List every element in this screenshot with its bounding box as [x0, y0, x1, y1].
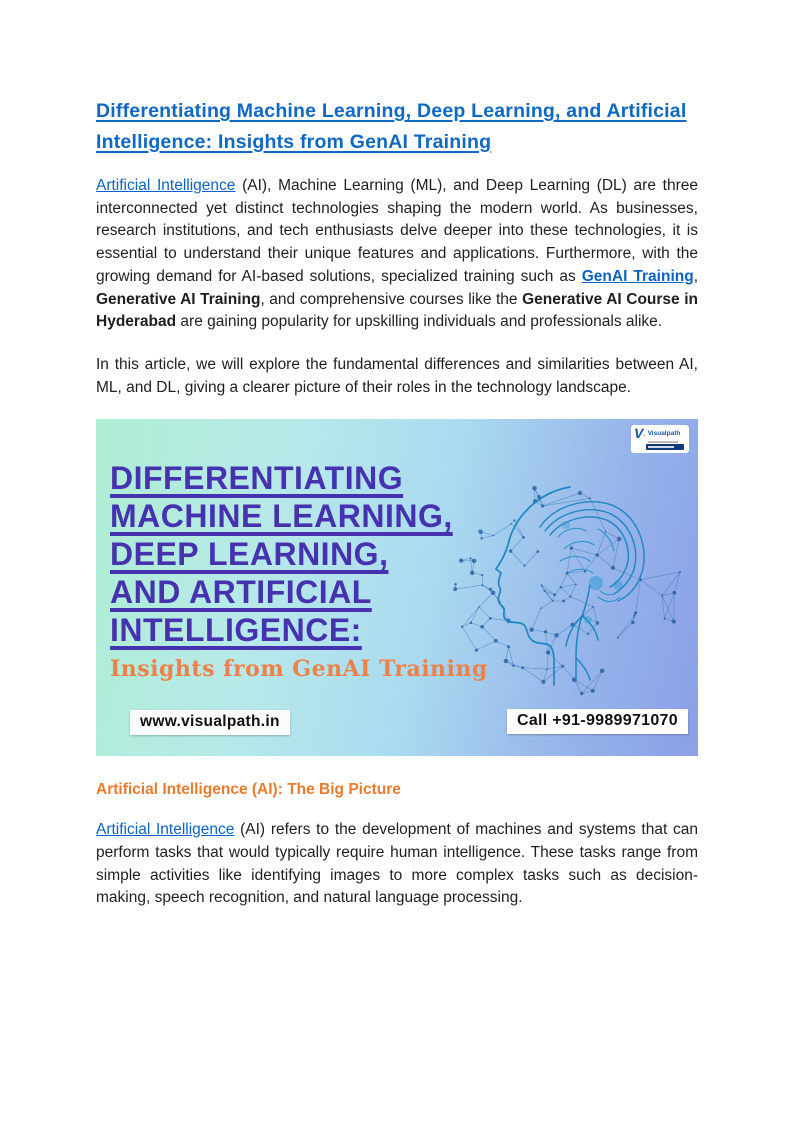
promo-banner-image — [96, 419, 698, 756]
logo-banner-strip — [646, 444, 684, 450]
website-badge: www.visualpath.in — [130, 710, 290, 735]
genai-training-link[interactable]: GenAI Training — [581, 267, 694, 285]
logo-tagline-strip — [648, 441, 678, 443]
banner-title-line: AND ARTIFICIAL — [110, 574, 372, 611]
paragraph-text: , — [693, 267, 698, 285]
ai-definition-paragraph — [96, 819, 698, 910]
visualpath-logo-name: Visualpath — [647, 430, 681, 438]
overview-paragraph: In this article, we will explore the fundamental differences and similarities between AI, ML, and DL, giving a clearer picture of their roles in the technology landscape. — [96, 355, 698, 396]
visualpath-logo-icon: V. — [634, 425, 646, 442]
banner-title — [110, 459, 453, 649]
visualpath-logo — [631, 425, 689, 453]
intro-paragraph — [96, 175, 698, 334]
banner-title-line: DIFFERENTIATING — [110, 460, 404, 497]
banner-title-line: DEEP LEARNING, — [110, 536, 389, 573]
article-body — [96, 96, 698, 930]
paragraph-text: (AI), Machine Learning (ML), and Deep Learning (DL) are three interconnected yet distinct technologies shaping the modern world. As businesses, research institutions, and tech enthusiasts delve deeper into these technologies, it is essential to understand their unique features and applications. Furthermore, with the growing demand for AI-based solutions, specialized training such as — [96, 177, 698, 285]
banner-subtitle: Insights from GenAI Training — [110, 656, 488, 683]
phone-badge: Call +91-9989971070 — [507, 709, 688, 734]
banner-title-line: MACHINE LEARNING, — [110, 498, 453, 535]
artificial-intelligence-link[interactable]: Artificial Intelligence — [96, 821, 235, 839]
paragraph-text: , and comprehensive courses like the — [260, 290, 523, 308]
section-heading: Artificial Intelligence (AI): The Big Picture — [96, 781, 401, 799]
paragraph-text: are gaining popularity for upskilling individuals and professionals alike. — [176, 313, 663, 331]
article-title-link[interactable]: Differentiating Machine Learning, Deep Learning, and Artificial Intelligence: Insights from GenAI Training — [96, 100, 687, 153]
paragraph-text: (AI) refers to the development of machines and systems that can perform tasks that would typically require human intelligence. These tasks range from simple activities like identifying images to more complex tasks such as decision-making, speech recognition, and natural language processing. — [96, 821, 698, 907]
generative-ai-course-bold: Generative AI Course in Hyderabad — [96, 290, 698, 331]
banner-title-line: INTELLIGENCE: — [110, 612, 362, 649]
generative-ai-training-bold: Generative AI Training — [96, 290, 261, 308]
artificial-intelligence-link[interactable]: Artificial Intelligence — [96, 177, 236, 194]
